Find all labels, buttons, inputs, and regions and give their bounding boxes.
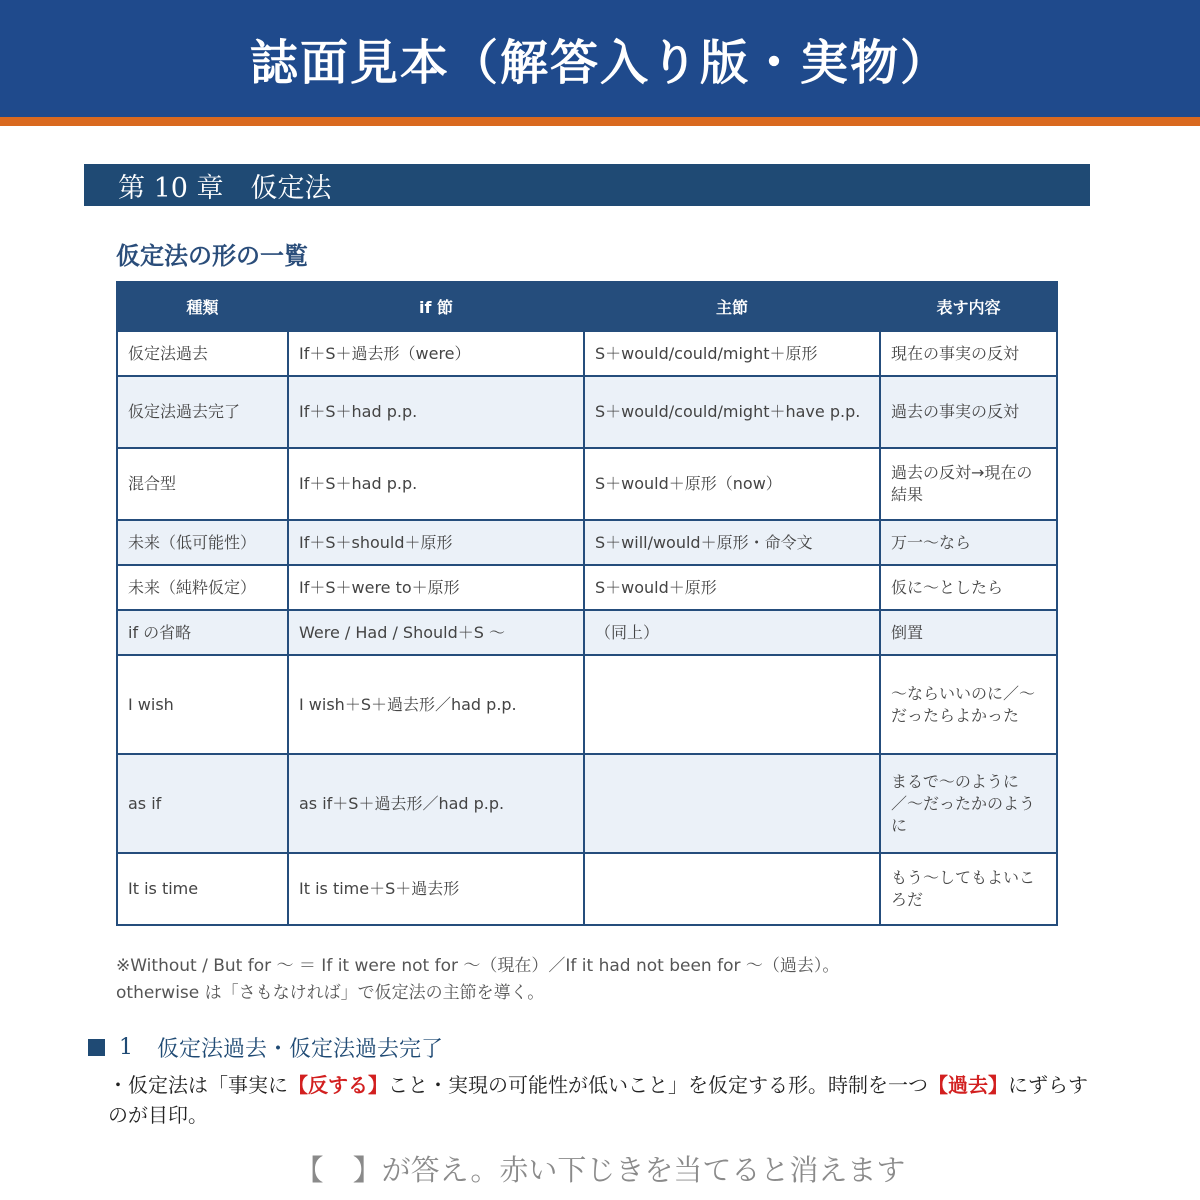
cell-meaning: 万一〜なら bbox=[880, 520, 1057, 565]
explanation-paragraph bbox=[108, 1070, 1098, 1130]
cell-main-clause: S＋would＋原形（now） bbox=[584, 448, 880, 520]
cell-type: if の省略 bbox=[117, 610, 288, 655]
cell-main-clause bbox=[584, 754, 880, 853]
page-header bbox=[0, 0, 1200, 117]
header-meaning: 表す内容 bbox=[880, 282, 1057, 331]
answer-2: 【過去】 bbox=[928, 1073, 1008, 1097]
table-header-row bbox=[117, 282, 1057, 331]
chapter-bar bbox=[84, 164, 1090, 206]
table-row bbox=[117, 655, 1057, 754]
answer-1: 【反する】 bbox=[288, 1073, 388, 1097]
chapter-title: 第 10 章 仮定法 bbox=[118, 172, 332, 204]
table-row bbox=[117, 376, 1057, 448]
cell-type: as if bbox=[117, 754, 288, 853]
cell-if-clause: as if＋S＋過去形／had p.p. bbox=[288, 754, 584, 853]
cell-meaning: 過去の反対→現在の結果 bbox=[880, 448, 1057, 520]
section-heading: 仮定法の形の一覧 bbox=[116, 242, 308, 270]
cell-if-clause: If＋S＋were to＋原形 bbox=[288, 565, 584, 610]
cell-if-clause: If＋S＋had p.p. bbox=[288, 448, 584, 520]
header-if-clause: if 節 bbox=[288, 282, 584, 331]
header-type: 種類 bbox=[117, 282, 288, 331]
cell-meaning: 倒置 bbox=[880, 610, 1057, 655]
cell-main-clause bbox=[584, 853, 880, 925]
body-text-part-3: にずらすのが目印。 bbox=[108, 1073, 1088, 1127]
subsection-heading bbox=[88, 1032, 443, 1063]
footnote-line-1: ※Without / But for 〜 ＝ If it were not for 〜（現在）／If it had not been for 〜（過去）。 bbox=[116, 956, 840, 976]
cell-if-clause: If＋S＋should＋原形 bbox=[288, 520, 584, 565]
cell-main-clause: S＋will/would＋原形・命令文 bbox=[584, 520, 880, 565]
cell-main-clause: S＋would/could/might＋have p.p. bbox=[584, 376, 880, 448]
cell-meaning: 過去の事実の反対 bbox=[880, 376, 1057, 448]
body-text-part-1: ・仮定法は「事実に bbox=[108, 1073, 288, 1097]
table-row bbox=[117, 448, 1057, 520]
cell-type: 仮定法過去 bbox=[117, 331, 288, 376]
cell-type: 混合型 bbox=[117, 448, 288, 520]
cell-if-clause: If＋S＋過去形（were） bbox=[288, 331, 584, 376]
body-text-part-2: こと・実現の可能性が低いこと」を仮定する形。時制を一つ bbox=[388, 1073, 928, 1097]
header-title: 誌面見本（解答入り版・実物） bbox=[249, 35, 950, 91]
cell-type: It is time bbox=[117, 853, 288, 925]
cell-main-clause: （同上） bbox=[584, 610, 880, 655]
footer-note: 【 】が答え。赤い下じきを当てると消えます bbox=[294, 1153, 906, 1187]
cell-meaning: 〜ならいいのに／〜だったらよかった bbox=[880, 655, 1057, 754]
cell-type: 未来（純粋仮定） bbox=[117, 565, 288, 610]
header-main-clause: 主節 bbox=[584, 282, 880, 331]
cell-type: 未来（低可能性） bbox=[117, 520, 288, 565]
cell-main-clause: S＋would/could/might＋原形 bbox=[584, 331, 880, 376]
cell-meaning: まるで〜のように／〜だったかのように bbox=[880, 754, 1057, 853]
cell-if-clause: It is time＋S＋過去形 bbox=[288, 853, 584, 925]
cell-meaning: 現在の事実の反対 bbox=[880, 331, 1057, 376]
header-accent-line bbox=[0, 117, 1200, 126]
cell-if-clause: I wish＋S＋過去形／had p.p. bbox=[288, 655, 584, 754]
cell-if-clause: Were / Had / Should＋S 〜 bbox=[288, 610, 584, 655]
cell-type: 仮定法過去完了 bbox=[117, 376, 288, 448]
footnote-line-2: otherwise は「さもなければ」で仮定法の主節を導く。 bbox=[116, 983, 545, 1003]
subsection-title: 仮定法過去・仮定法過去完了 bbox=[157, 1037, 444, 1062]
cell-main-clause bbox=[584, 655, 880, 754]
cell-type: I wish bbox=[117, 655, 288, 754]
square-bullet-icon bbox=[88, 1039, 105, 1056]
cell-main-clause: S＋would＋原形 bbox=[584, 565, 880, 610]
table-row bbox=[117, 565, 1057, 610]
cell-meaning: もう〜してもよいころだ bbox=[880, 853, 1057, 925]
table-row bbox=[117, 331, 1057, 376]
cell-meaning: 仮に〜としたら bbox=[880, 565, 1057, 610]
table-row bbox=[117, 610, 1057, 655]
subsection-number: 1 bbox=[119, 1035, 133, 1060]
table-row bbox=[117, 853, 1057, 925]
table-row bbox=[117, 754, 1057, 853]
subjunctive-forms-table bbox=[116, 281, 1058, 926]
table-row bbox=[117, 520, 1057, 565]
cell-if-clause: If＋S＋had p.p. bbox=[288, 376, 584, 448]
table-footnote bbox=[116, 953, 839, 1007]
